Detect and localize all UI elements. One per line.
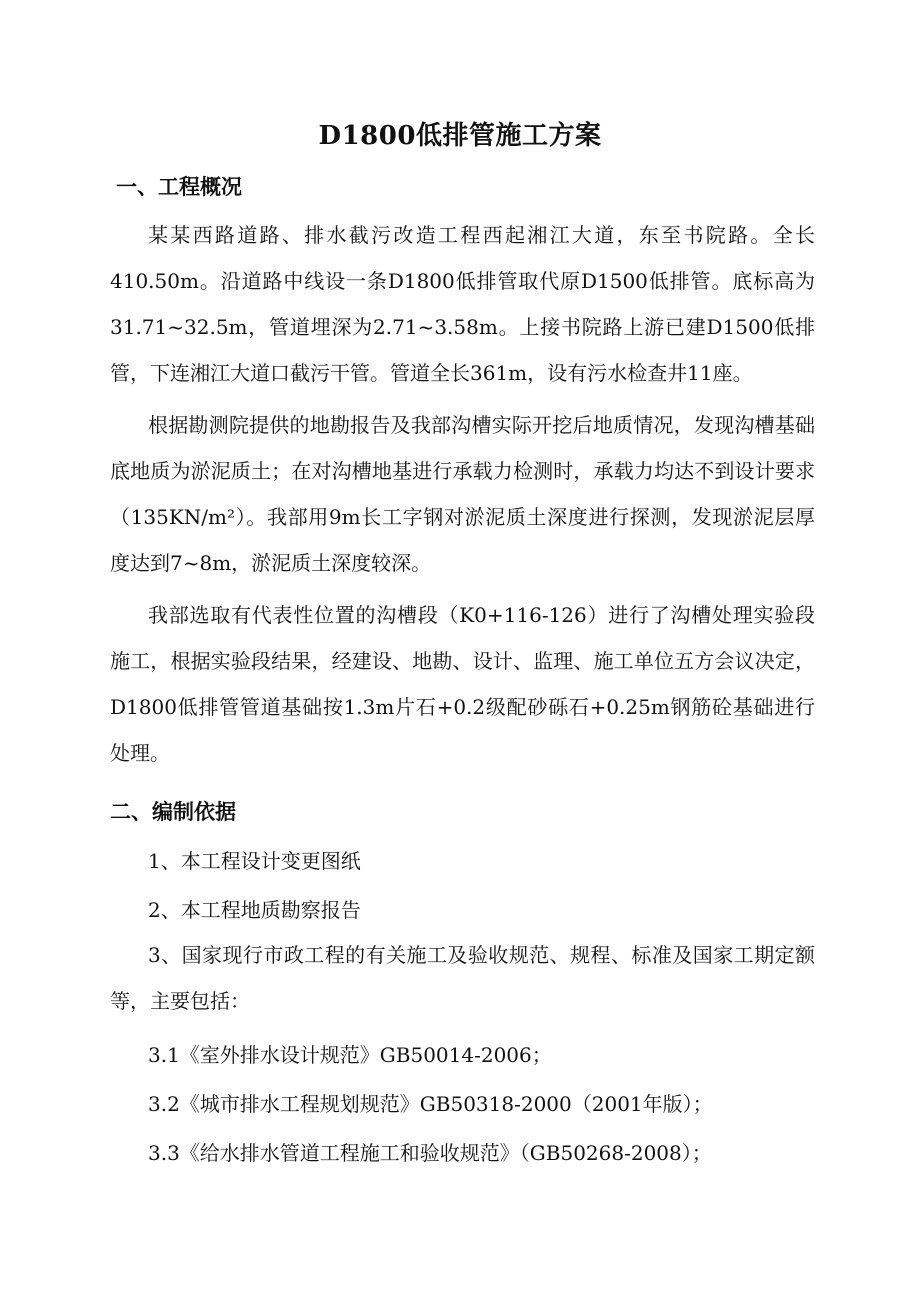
list-item: 3.2《城市排水工程规划规范》GB50318-2000（2001年版）； bbox=[148, 1092, 713, 1116]
section-heading-basis: 二、编制依据 bbox=[110, 800, 236, 824]
list-item: 3.1《室外排水设计规范》GB50014-2006； bbox=[148, 1043, 552, 1067]
list-item: 3.3《给水排水管道工程施工和验收规范》（GB50268-2008）； bbox=[148, 1141, 712, 1165]
paragraph-project-overview: 某某西路道路、排水截污改造工程西起湘江大道，东至书院路。全长410.50m。沿道路中线设一条D1800低排管取代原D1500低排管。底标高为31.71~32.5m，管道埋深为2.71~3.58m。上接书院路上游已建D1500低排管，下连湘江大道口截污干管。管道全长361m，设有污水检查井11座。 bbox=[110, 223, 815, 385]
paragraph-test-section: 我部选取有代表性位置的沟槽段（K0+116-126）进行了沟槽处理实验段施工，根据实验段结果，经建设、地勘、设计、监理、施工单位五方会议决定，D1800低排管管道基础按1.3m片石+0.2级配砂砾石+0.25m钢筋砼基础进行处理。 bbox=[110, 603, 815, 765]
document-title: D1800低排管施工方案 bbox=[318, 121, 602, 151]
list-item: 2、本工程地质勘察报告 bbox=[148, 898, 361, 922]
paragraph-geology: 根据勘测院提供的地勘报告及我部沟槽实际开挖后地质情况，发现沟槽基础底地质为淤泥质土；在对沟槽地基进行承载力检测时，承载力均达不到设计要求（135KN/m²）。我部用9m长工字钢对淤泥质土深度进行探测，发现淤泥层厚度达到7~8m，淤泥质土深度较深。 bbox=[110, 413, 815, 575]
list-item: 1、本工程设计变更图纸 bbox=[148, 849, 361, 873]
list-item: 3、国家现行市政工程的有关施工及验收规范、规程、标准及国家工期定额等，主要包括： bbox=[110, 943, 815, 1013]
section-heading-overview: 一、工程概况 bbox=[116, 175, 242, 199]
